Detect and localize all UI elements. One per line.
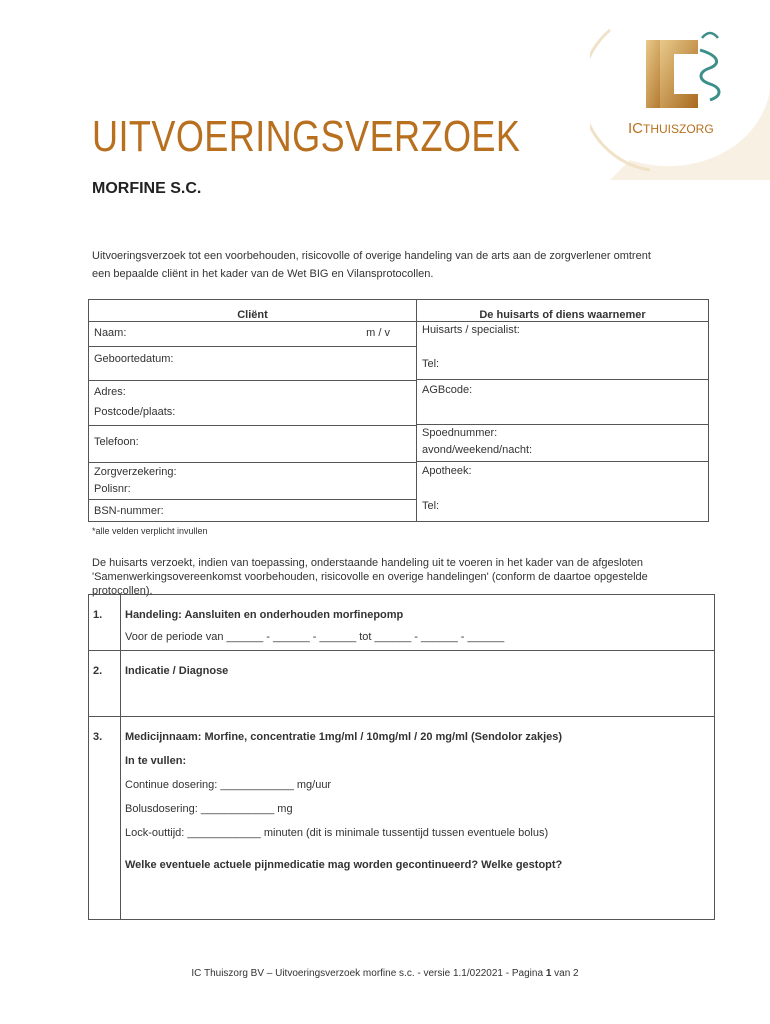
huisarts-field[interactable]: [417, 322, 708, 380]
action-row-1: [89, 595, 715, 651]
indicatie-heading: Indicatie / Diagnose: [125, 665, 229, 677]
agb-label: AGBcode:: [422, 384, 473, 396]
intro-text: Uitvoeringsverzoek tot een voorbehouden, risicovolle of overige handeling van de arts aan de zorgverlener omtrent een bepaalde cliënt in het kader van de Wet BIG en Vilansprotocollen.: [92, 250, 651, 280]
apotheek-field[interactable]: [417, 462, 708, 498]
client-column: [89, 322, 417, 522]
tel-field-2[interactable]: [417, 498, 708, 519]
postcode-field[interactable]: [89, 403, 416, 426]
bolusdosering-field[interactable]: Bolusdosering: ____________ mg: [125, 803, 293, 815]
page-subtitle: MORFINE S.C.: [92, 180, 202, 197]
page-title: UITVOERINGSVERZOEK: [92, 112, 521, 161]
adres-label: Adres:: [94, 386, 126, 398]
logo-wordmark-a: IC: [628, 120, 643, 137]
medicatie-question: Welke eventuele actuele pijnmedicatie mag worden gecontinueerd? Welke gestopt?: [125, 859, 563, 871]
postcode-label: Postcode/plaats:: [94, 406, 176, 418]
footer-suffix: van 2: [551, 968, 579, 979]
handeling-heading: Handeling: Aansluiten en onderhouden morfinepomp: [125, 609, 404, 621]
tel-label-1: Tel:: [422, 358, 440, 370]
required-note: *alle velden verplicht invullen: [92, 526, 208, 536]
action-row-2: [89, 651, 715, 717]
gender-label: m / v: [366, 327, 390, 339]
row-number-1: 1.: [93, 609, 103, 621]
action-table: [88, 594, 715, 920]
adres-field[interactable]: [89, 381, 416, 403]
naam-label: Naam:: [94, 327, 127, 339]
polisnr-label: Polisnr:: [94, 483, 131, 495]
zorgverzekering-label: Zorgverzekering:: [94, 466, 177, 478]
logo-wordmark-b: THUISZORG: [643, 122, 714, 136]
page-footer: [0, 968, 770, 979]
telefoon-label: Telefoon:: [94, 436, 139, 448]
client-table: [88, 299, 709, 522]
huisarts-label: Huisarts / specialist:: [422, 324, 520, 336]
period-field[interactable]: Voor de periode van ______ - ______ - ______ tot ______ - ______ - ______: [125, 631, 505, 643]
fill-in-label: In te vullen:: [125, 755, 187, 767]
col-gp-header: De huisarts of diens waarnemer: [417, 300, 709, 322]
spoed-label-1: Spoednummer:: [422, 427, 498, 439]
col-client-header: Cliënt: [89, 300, 417, 322]
row-number-2: 2.: [93, 665, 103, 677]
row-number-3: 3.: [93, 731, 103, 743]
bsn-label: BSN-nummer:: [94, 505, 164, 517]
footer-text: IC Thuiszorg BV – Uitvoeringsverzoek morfine s.c. - versie 1.1/022021 - Pagina: [191, 968, 546, 979]
footer-page-number: 1: [545, 968, 552, 979]
agb-field[interactable]: [417, 380, 708, 425]
lockout-field[interactable]: Lock-outtijd: ____________ minuten (dit is minimale tussentijd tussen eventuele bolus): [125, 827, 549, 839]
naam-field[interactable]: [89, 322, 416, 347]
telefoon-field[interactable]: [89, 426, 416, 463]
spoed-label-2: avond/weekend/nacht:: [422, 444, 533, 456]
gp-column: [417, 322, 709, 522]
indicatie-field[interactable]: [121, 651, 715, 717]
company-logo: [590, 10, 770, 180]
bsn-field[interactable]: [89, 500, 416, 521]
zorgverzekering-field[interactable]: [89, 463, 416, 500]
instruction-paragraph: De huisarts verzoekt, indien van toepassing, onderstaande handeling uit te voeren in het kader van de afgesloten 'Samenwerkingsovereenkomst voorbehouden, risicovolle en overige handelingen' (conform de daartoe opgestelde protocollen).: [92, 557, 648, 597]
continue-dosering-field[interactable]: Continue dosering: ____________ mg/uur: [125, 779, 332, 791]
spoed-field[interactable]: [417, 425, 708, 462]
geboortedatum-field[interactable]: [89, 347, 416, 381]
geboortedatum-label: Geboortedatum:: [94, 353, 174, 365]
tel-label-2: Tel:: [422, 500, 440, 512]
apotheek-label: Apotheek:: [422, 465, 472, 477]
medicijn-heading: Medicijnnaam: Morfine, concentratie 1mg/ml / 10mg/ml / 20 mg/ml (Sendolor zakjes): [125, 731, 563, 743]
action-row-3: [89, 717, 715, 920]
